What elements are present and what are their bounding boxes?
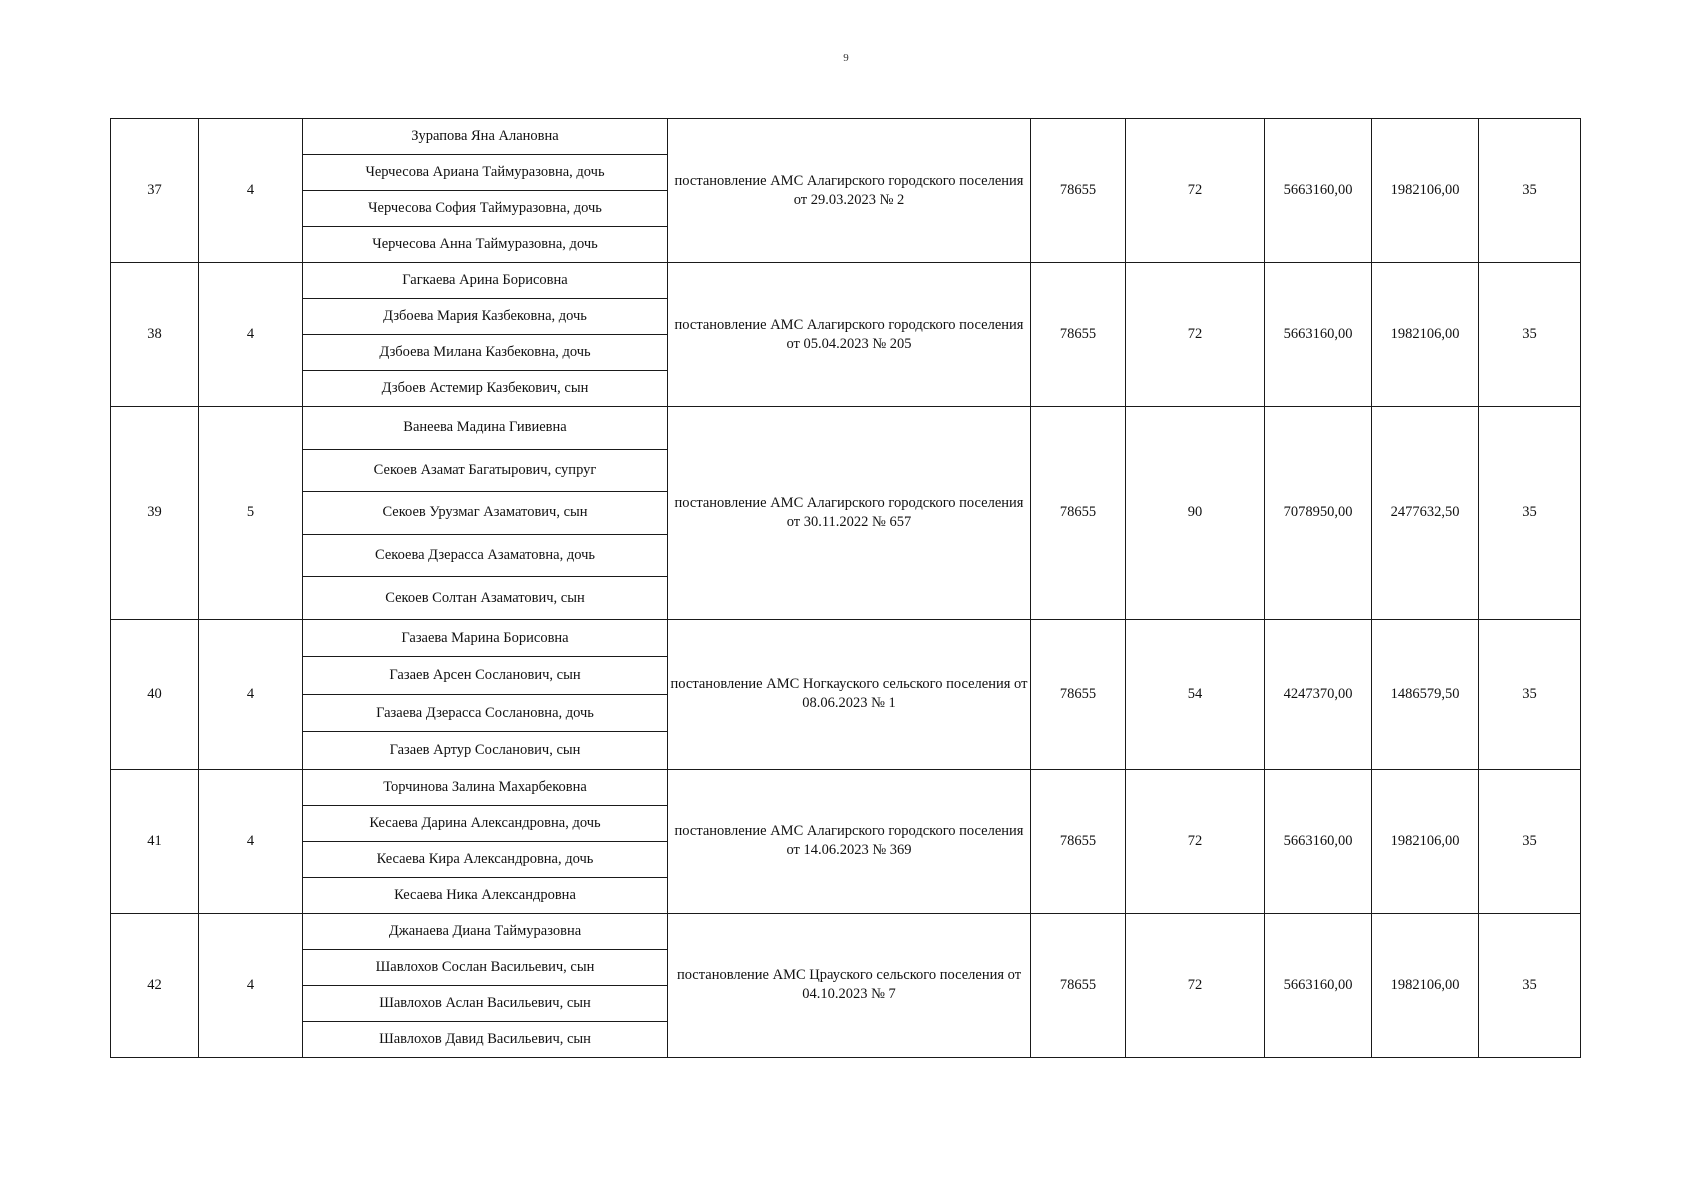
subsidy-cell: 1982106,00	[1372, 913, 1479, 1057]
member-name-cell: Шавлохов Давид Васильевич, сын	[303, 1021, 668, 1057]
row-index-cell: 41	[111, 769, 199, 913]
basis-document-cell: постановление АМС Алагирского городского поселения от 30.11.2022 № 657	[668, 407, 1031, 620]
percent-cell: 35	[1479, 263, 1581, 407]
member-name-cell: Черчесова Анна Таймуразовна, дочь	[303, 227, 668, 263]
area-cell: 90	[1126, 407, 1265, 620]
total-cost-cell: 5663160,00	[1265, 119, 1372, 263]
total-cost-cell: 5663160,00	[1265, 913, 1372, 1057]
row-index-cell: 37	[111, 119, 199, 263]
table-row	[111, 407, 1581, 450]
member-name-cell: Секоев Солтан Азаматович, сын	[303, 577, 668, 620]
member-name-cell: Кесаева Ника Александровна	[303, 877, 668, 913]
basis-document-cell: постановление АМС Алагирского городского поселения от 05.04.2023 № 205	[668, 263, 1031, 407]
price-per-sqm-cell: 78655	[1031, 263, 1126, 407]
member-name-cell: Газаев Артур Сосланович, сын	[303, 732, 668, 770]
member-name-cell: Кесаева Дарина Александровна, дочь	[303, 805, 668, 841]
member-name-cell: Газаева Дзерасса Сослановна, дочь	[303, 694, 668, 732]
percent-cell: 35	[1479, 407, 1581, 620]
area-cell: 72	[1126, 913, 1265, 1057]
subsidy-cell: 2477632,50	[1372, 407, 1479, 620]
percent-cell: 35	[1479, 119, 1581, 263]
members-count-cell: 5	[199, 407, 303, 620]
price-per-sqm-cell: 78655	[1031, 769, 1126, 913]
row-index-cell: 38	[111, 263, 199, 407]
families-registry-table	[110, 118, 1581, 1058]
member-name-cell: Секоев Азамат Багатырович, супруг	[303, 449, 668, 492]
price-per-sqm-cell: 78655	[1031, 619, 1126, 769]
member-name-cell: Кесаева Кира Александровна, дочь	[303, 841, 668, 877]
basis-document-cell: постановление АМС Алагирского городского поселения от 29.03.2023 № 2	[668, 119, 1031, 263]
member-name-cell: Гагкаева Арина Борисовна	[303, 263, 668, 299]
member-name-cell: Дзбоев Астемир Казбекович, сын	[303, 371, 668, 407]
members-count-cell: 4	[199, 769, 303, 913]
area-cell: 54	[1126, 619, 1265, 769]
member-name-cell: Секоева Дзерасса Азаматовна, дочь	[303, 534, 668, 577]
table-row	[111, 913, 1581, 949]
area-cell: 72	[1126, 263, 1265, 407]
total-cost-cell: 5663160,00	[1265, 263, 1372, 407]
basis-document-cell: постановление АМС Алагирского городского поселения от 14.06.2023 № 369	[668, 769, 1031, 913]
member-name-cell: Секоев Урузмаг Азаматович, сын	[303, 492, 668, 535]
area-cell: 72	[1126, 119, 1265, 263]
table-row	[111, 769, 1581, 805]
subsidy-cell: 1982106,00	[1372, 119, 1479, 263]
row-index-cell: 42	[111, 913, 199, 1057]
basis-document-cell: постановление АМС Црауского сельского поселения от 04.10.2023 № 7	[668, 913, 1031, 1057]
members-count-cell: 4	[199, 619, 303, 769]
total-cost-cell: 5663160,00	[1265, 769, 1372, 913]
table-row	[111, 119, 1581, 155]
members-count-cell: 4	[199, 913, 303, 1057]
row-index-cell: 40	[111, 619, 199, 769]
member-name-cell: Газаев Арсен Сосланович, сын	[303, 657, 668, 695]
member-name-cell: Шавлохов Аслан Васильевич, сын	[303, 985, 668, 1021]
percent-cell: 35	[1479, 769, 1581, 913]
price-per-sqm-cell: 78655	[1031, 913, 1126, 1057]
price-per-sqm-cell: 78655	[1031, 119, 1126, 263]
member-name-cell: Газаева Марина Борисовна	[303, 619, 668, 657]
subsidy-cell: 1486579,50	[1372, 619, 1479, 769]
member-name-cell: Зурапова Яна Алановна	[303, 119, 668, 155]
subsidy-cell: 1982106,00	[1372, 769, 1479, 913]
total-cost-cell: 4247370,00	[1265, 619, 1372, 769]
member-name-cell: Джанаева Диана Таймуразовна	[303, 913, 668, 949]
members-count-cell: 4	[199, 263, 303, 407]
member-name-cell: Черчесова Ариана Таймуразовна, дочь	[303, 155, 668, 191]
area-cell: 72	[1126, 769, 1265, 913]
row-index-cell: 39	[111, 407, 199, 620]
member-name-cell: Дзбоева Мария Казбековна, дочь	[303, 299, 668, 335]
basis-document-cell: постановление АМС Ногкауского сельского поселения от 08.06.2023 № 1	[668, 619, 1031, 769]
table-row	[111, 619, 1581, 657]
member-name-cell: Черчесова София Таймуразовна, дочь	[303, 191, 668, 227]
percent-cell: 35	[1479, 913, 1581, 1057]
table-row	[111, 263, 1581, 299]
subsidy-cell: 1982106,00	[1372, 263, 1479, 407]
percent-cell: 35	[1479, 619, 1581, 769]
member-name-cell: Ванеева Мадина Гивиевна	[303, 407, 668, 450]
price-per-sqm-cell: 78655	[1031, 407, 1126, 620]
members-count-cell: 4	[199, 119, 303, 263]
member-name-cell: Дзбоева Милана Казбековна, дочь	[303, 335, 668, 371]
page-number: 9	[843, 52, 849, 64]
member-name-cell: Шавлохов Сослан Васильевич, сын	[303, 949, 668, 985]
total-cost-cell: 7078950,00	[1265, 407, 1372, 620]
member-name-cell: Торчинова Залина Махарбековна	[303, 769, 668, 805]
